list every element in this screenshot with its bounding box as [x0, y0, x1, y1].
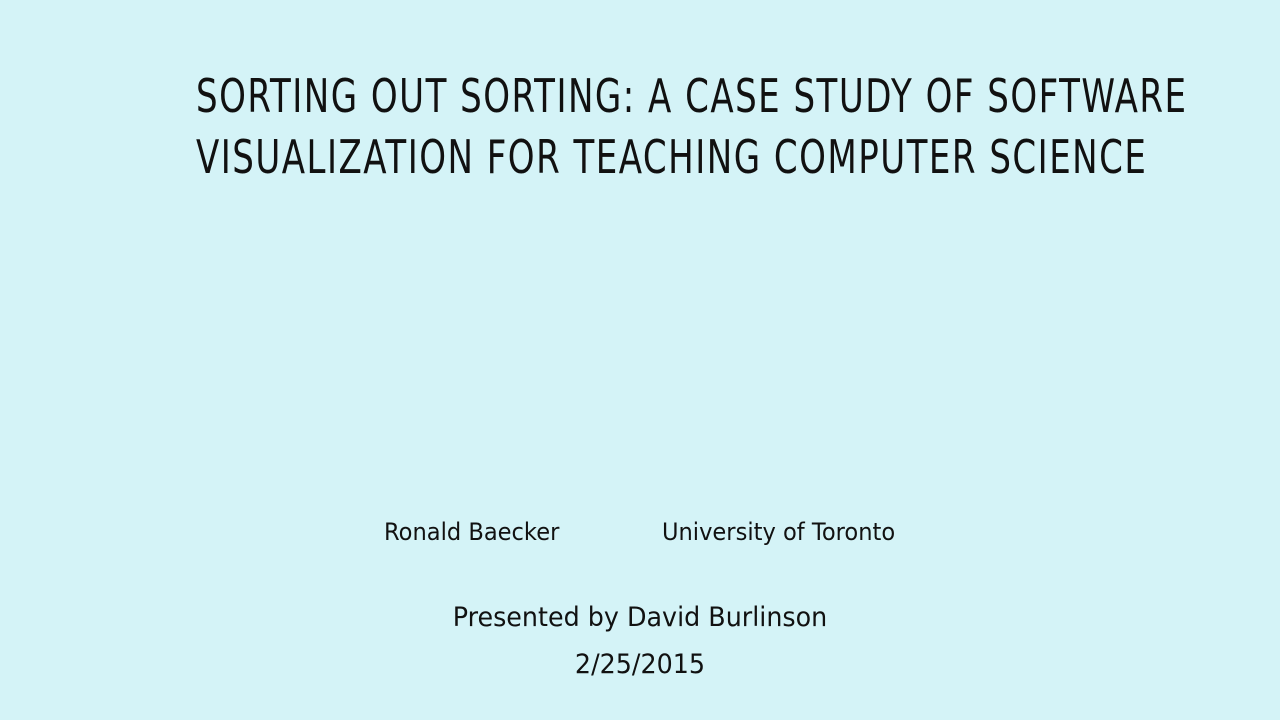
author-name: Ronald Baecker [384, 518, 560, 546]
author-row [0, 517, 1280, 547]
title-line-2: VISUALIZATION FOR TEACHING COMPUTER SCIENCE [196, 130, 1148, 184]
presentation-date: 2/25/2015 [574, 649, 706, 680]
title-line-1: SORTING OUT SORTING: A CASE STUDY OF SOFTWARE [196, 69, 1188, 123]
author-affiliation: University of Toronto [662, 518, 896, 546]
slide-title [40, 66, 1240, 188]
presenter-line: Presented by David Burlinson [452, 602, 828, 633]
